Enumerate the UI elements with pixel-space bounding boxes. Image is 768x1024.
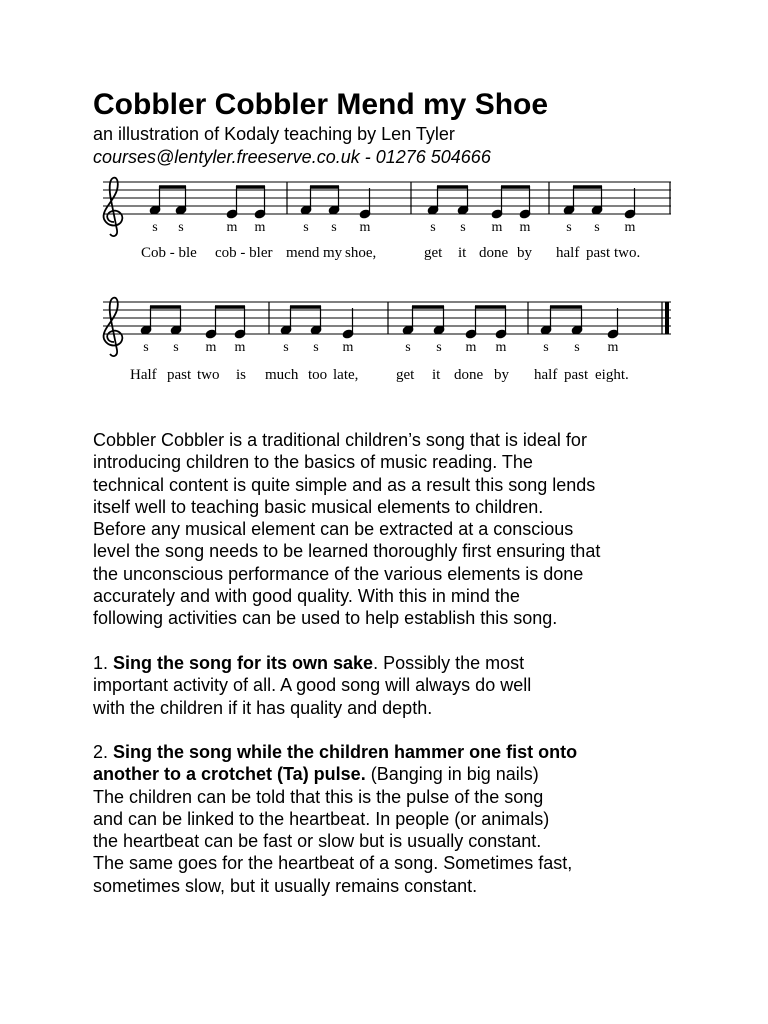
solfa-syllable: s	[313, 340, 319, 355]
lyric-word: cob - bler	[215, 245, 273, 261]
solfa-syllable: m	[234, 340, 246, 355]
solfa-syllable: s	[143, 340, 149, 355]
stave-1-notation	[93, 170, 673, 278]
lyric-word: Cob - ble	[141, 245, 197, 261]
paragraph-line: The children can be told that this is the pulse of the song	[93, 786, 544, 807]
lyric-word: it	[458, 245, 467, 261]
solfa-syllable: s	[574, 340, 580, 355]
paragraph-line: the heartbeat can be fast or slow but is usually constant.	[93, 831, 542, 852]
lyric-word: done	[479, 245, 509, 261]
page-title: Cobbler Cobbler Mend my Shoe	[93, 88, 549, 121]
activity-text: (Banging in big nails)	[365, 764, 539, 785]
lyrics-row-2	[130, 367, 629, 383]
lyric-word: by	[517, 245, 532, 261]
solfa-syllable: m	[491, 220, 503, 235]
lyric-word: Half	[130, 367, 157, 383]
music-stave-line-2	[93, 290, 673, 392]
treble-clef-icon	[104, 298, 123, 356]
stave-2-notation	[93, 290, 673, 392]
lyric-word: half	[534, 367, 558, 383]
solfa-row-2	[143, 340, 618, 355]
paragraph-line: Cobbler Cobbler is a traditional children’s song that is ideal for	[93, 430, 587, 450]
music-stave-line-1	[93, 170, 673, 278]
paragraph-line: level the song needs to be learned thoroughly first ensuring that	[93, 541, 601, 562]
solfa-syllable: s	[543, 340, 549, 355]
solfa-syllable: s	[405, 340, 411, 355]
lyric-word: past	[167, 367, 192, 383]
lyric-word: eight.	[595, 367, 629, 383]
activity-text: . Possibly the most	[373, 653, 525, 673]
activity-heading: another to a crotchet (Ta) pulse.	[93, 764, 366, 785]
paragraph-line: itself well to teaching basic musical elements to children.	[93, 496, 544, 517]
solfa-syllable: s	[594, 220, 600, 235]
paragraph-line: important activity of all. A good song will always do well	[93, 675, 532, 696]
paragraph-line: following activities can be used to help establish this song.	[93, 608, 558, 629]
contact-line: courses@lentyler.freeserve.co.uk - 01276 504666	[93, 147, 491, 167]
paragraph-line: and can be linked to the heartbeat. In people (or animals)	[93, 808, 550, 829]
paragraph-line: The same goes for the heartbeat of a song. Sometimes fast,	[93, 853, 573, 874]
lyric-word: past	[586, 245, 611, 261]
solfa-syllable: s	[566, 220, 572, 235]
solfa-syllable: m	[359, 220, 371, 235]
lyric-word: past	[564, 367, 589, 383]
lyrics-row-1	[141, 245, 640, 261]
lyric-word: late,	[333, 367, 359, 383]
solfa-syllable: m	[624, 220, 636, 235]
lyric-word: by	[494, 367, 509, 383]
solfa-syllable: m	[342, 340, 354, 355]
lyric-word: shoe,	[345, 245, 377, 261]
solfa-syllable: s	[436, 340, 442, 355]
solfa-syllable: m	[519, 220, 531, 235]
lyric-word: mend	[286, 245, 320, 261]
paragraph-line: sometimes slow, but it usually remains constant.	[93, 875, 478, 896]
solfa-syllable: m	[205, 340, 217, 355]
lyric-word: get	[396, 367, 415, 383]
paragraph-line: with the children if it has quality and depth.	[93, 697, 433, 718]
solfa-syllable: m	[607, 340, 619, 355]
paragraph-line: accurately and with good quality. With this in mind the	[93, 586, 520, 607]
activity-2-heading-line-1	[93, 741, 693, 763]
lyric-word: is	[236, 367, 247, 383]
solfa-syllable: m	[465, 340, 477, 355]
lyric-word: too	[308, 367, 328, 383]
lyric-word: done	[454, 367, 484, 383]
activity-2-heading-line-2	[93, 763, 693, 785]
lyric-word: two.	[614, 245, 641, 261]
lyric-word: get	[424, 245, 443, 261]
lyric-word: two	[197, 367, 220, 383]
final-barline	[665, 302, 669, 334]
paragraph-line: the unconscious performance of the various elements is done	[93, 563, 584, 584]
solfa-syllable: m	[254, 220, 266, 235]
solfa-syllable: s	[283, 340, 289, 355]
lyric-word: half	[556, 245, 580, 261]
lyric-word: much	[265, 367, 299, 383]
solfa-syllable: s	[303, 220, 309, 235]
solfa-row-1	[152, 220, 635, 235]
paragraph-line: technical content is quite simple and as a result this song lends	[93, 474, 596, 495]
lyric-word: it	[432, 367, 441, 383]
paragraph-line: Before any musical element can be extracted at a conscious	[93, 519, 574, 540]
treble-clef-icon	[104, 178, 123, 236]
activity-number: 1.	[93, 653, 109, 673]
solfa-syllable: s	[178, 220, 184, 235]
solfa-syllable: s	[331, 220, 337, 235]
activity-number: 2.	[93, 742, 109, 762]
solfa-syllable: s	[152, 220, 158, 235]
activity-heading: Sing the song for its own sake	[113, 653, 374, 673]
subtitle: an illustration of Kodaly teaching by Len Tyler	[93, 124, 455, 144]
paragraph-line: introducing children to the basics of music reading. The	[93, 452, 533, 473]
solfa-syllable: s	[460, 220, 466, 235]
staff-lines	[103, 302, 671, 334]
solfa-syllable: m	[495, 340, 507, 355]
activity-heading: Sing the song while the children hammer one fist onto	[113, 742, 578, 762]
solfa-syllable: s	[430, 220, 436, 235]
solfa-syllable: m	[226, 220, 238, 235]
activity-1-heading-line	[93, 652, 693, 674]
lyric-word: my	[323, 245, 343, 261]
activity-2	[93, 741, 693, 897]
activity-1	[93, 652, 693, 719]
solfa-syllable: s	[173, 340, 179, 355]
intro-paragraph	[93, 429, 693, 630]
